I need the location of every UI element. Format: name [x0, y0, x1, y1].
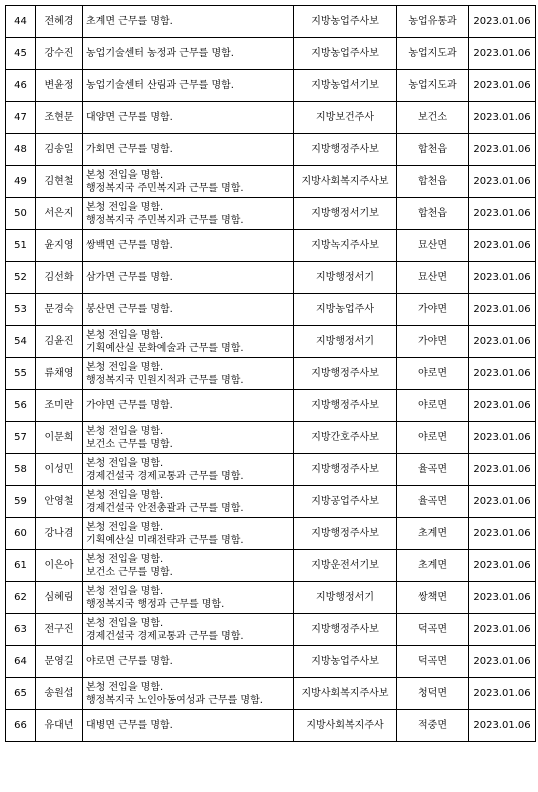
effective-date: 2023.01.06: [469, 390, 536, 422]
previous-department: 묘산면: [397, 230, 469, 262]
effective-date: 2023.01.06: [469, 550, 536, 582]
table-row: [6, 518, 536, 550]
effective-date: 2023.01.06: [469, 518, 536, 550]
description-line: 보건소 근무를 명함.: [86, 438, 173, 450]
table-row: [6, 6, 536, 38]
row-number: 52: [6, 262, 36, 294]
table-row: [6, 646, 536, 678]
appointment-description: [83, 710, 294, 742]
previous-department: 합천읍: [397, 134, 469, 166]
table-row: [6, 582, 536, 614]
previous-department: 초계면: [397, 518, 469, 550]
row-number: 64: [6, 646, 36, 678]
employee-name: 유대년: [36, 710, 83, 742]
employee-name: 김송일: [36, 134, 83, 166]
previous-department: 농업지도과: [397, 70, 469, 102]
description-line: 본청 전입을 명함.: [86, 201, 164, 213]
appointment-description: [83, 102, 294, 134]
table-row: [6, 358, 536, 390]
effective-date: 2023.01.06: [469, 582, 536, 614]
previous-department: 덕곡면: [397, 646, 469, 678]
description-line: 본청 전입을 명함.: [86, 457, 164, 469]
table-row: [6, 262, 536, 294]
job-grade: 지방간호주사보: [294, 422, 397, 454]
effective-date: 2023.01.06: [469, 710, 536, 742]
previous-department: 야로면: [397, 358, 469, 390]
row-number: 50: [6, 198, 36, 230]
employee-name: 김현철: [36, 166, 83, 198]
description-line: 대병면 근무를 명함.: [86, 720, 173, 731]
description-line: 본청 전입을 명함.: [86, 425, 164, 437]
job-grade: 지방행정서기보: [294, 198, 397, 230]
description-line: 본청 전입을 명함.: [86, 329, 164, 341]
employee-name: 윤지영: [36, 230, 83, 262]
job-grade: 지방행정주사보: [294, 390, 397, 422]
description-line: 경제건설국 경제교통과 근무를 명함.: [86, 630, 244, 642]
table-row: [6, 326, 536, 358]
job-grade: 지방사회복지주사보: [294, 678, 397, 710]
appointment-description: [83, 230, 294, 262]
row-number: 55: [6, 358, 36, 390]
previous-department: 농업유통과: [397, 6, 469, 38]
previous-department: 야로면: [397, 390, 469, 422]
previous-department: 율곡면: [397, 454, 469, 486]
previous-department: 적중면: [397, 710, 469, 742]
row-number: 51: [6, 230, 36, 262]
table-row: [6, 198, 536, 230]
employee-name: 전혜경: [36, 6, 83, 38]
table-row: [6, 454, 536, 486]
job-grade: 지방행정주사보: [294, 134, 397, 166]
job-grade: 지방보건주사: [294, 102, 397, 134]
effective-date: 2023.01.06: [469, 678, 536, 710]
row-number: 58: [6, 454, 36, 486]
description-line: 경제건설국 경제교통과 근무를 명함.: [86, 470, 244, 482]
row-number: 65: [6, 678, 36, 710]
row-number: 56: [6, 390, 36, 422]
description-line: 본청 전입을 명함.: [86, 521, 164, 533]
description-line: 야로면 근무를 명함.: [86, 656, 173, 667]
employee-name: 류채영: [36, 358, 83, 390]
job-grade: 지방사회복지주사보: [294, 166, 397, 198]
effective-date: 2023.01.06: [469, 422, 536, 454]
appointment-description: [83, 550, 294, 582]
appointment-description: [83, 198, 294, 230]
appointment-description: [83, 326, 294, 358]
job-grade: 지방행정주사보: [294, 614, 397, 646]
employee-name: 강수진: [36, 38, 83, 70]
description-line: 가회면 근무를 명함.: [86, 144, 173, 155]
row-number: 61: [6, 550, 36, 582]
row-number: 47: [6, 102, 36, 134]
row-number: 54: [6, 326, 36, 358]
job-grade: 지방농업서기보: [294, 70, 397, 102]
employee-name: 전구진: [36, 614, 83, 646]
employee-name: 이은아: [36, 550, 83, 582]
job-grade: 지방행정서기: [294, 582, 397, 614]
description-line: 초계면 근무를 명함.: [86, 16, 173, 27]
effective-date: 2023.01.06: [469, 262, 536, 294]
table-row: [6, 614, 536, 646]
job-grade: 지방행정주사보: [294, 454, 397, 486]
table-row: [6, 102, 536, 134]
personnel-table-container: [5, 5, 536, 742]
description-line: 삼가면 근무를 명함.: [86, 272, 173, 283]
employee-name: 이문희: [36, 422, 83, 454]
effective-date: 2023.01.06: [469, 486, 536, 518]
job-grade: 지방사회복지주사: [294, 710, 397, 742]
appointment-description: [83, 166, 294, 198]
employee-name: 강나겸: [36, 518, 83, 550]
appointment-description: [83, 38, 294, 70]
description-line: 대양면 근무를 명함.: [86, 112, 173, 123]
effective-date: 2023.01.06: [469, 102, 536, 134]
effective-date: 2023.01.06: [469, 6, 536, 38]
table-row: [6, 166, 536, 198]
job-grade: 지방행정서기: [294, 326, 397, 358]
previous-department: 청덕면: [397, 678, 469, 710]
appointment-description: [83, 262, 294, 294]
description-line: 본청 전입을 명함.: [86, 681, 164, 693]
previous-department: 농업지도과: [397, 38, 469, 70]
previous-department: 초계면: [397, 550, 469, 582]
appointment-description: [83, 646, 294, 678]
table-body: [6, 6, 536, 742]
table-row: [6, 38, 536, 70]
previous-department: 율곡면: [397, 486, 469, 518]
job-grade: 지방농업주사보: [294, 646, 397, 678]
effective-date: 2023.01.06: [469, 198, 536, 230]
table-row: [6, 486, 536, 518]
description-line: 행정복지국 민원지적과 근무를 명함.: [86, 374, 244, 386]
appointment-description: [83, 294, 294, 326]
previous-department: 묘산면: [397, 262, 469, 294]
appointment-description: [83, 70, 294, 102]
table-row: [6, 678, 536, 710]
description-line: 행정복지국 주민복지과 근무를 명함.: [86, 214, 244, 226]
effective-date: 2023.01.06: [469, 454, 536, 486]
personnel-appointment-table: [5, 5, 536, 742]
appointment-description: [83, 358, 294, 390]
table-row: [6, 294, 536, 326]
previous-department: 보건소: [397, 102, 469, 134]
employee-name: 심혜림: [36, 582, 83, 614]
employee-name: 변윤정: [36, 70, 83, 102]
description-line: 농업기술센터 산림과 근무를 명함.: [86, 80, 234, 91]
table-row: [6, 230, 536, 262]
employee-name: 김선화: [36, 262, 83, 294]
effective-date: 2023.01.06: [469, 646, 536, 678]
description-line: 쌍백면 근무를 명함.: [86, 240, 173, 251]
description-line: 봉산면 근무를 명함.: [86, 304, 173, 315]
row-number: 63: [6, 614, 36, 646]
appointment-description: [83, 422, 294, 454]
employee-name: 송원섭: [36, 678, 83, 710]
employee-name: 조현문: [36, 102, 83, 134]
job-grade: 지방농업주사: [294, 294, 397, 326]
job-grade: 지방공업주사보: [294, 486, 397, 518]
description-line: 행정복지국 노인아동여성과 근무를 명함.: [86, 694, 263, 706]
appointment-description: [83, 454, 294, 486]
row-number: 66: [6, 710, 36, 742]
table-row: [6, 70, 536, 102]
description-line: 가야면 근무를 명함.: [86, 400, 173, 411]
row-number: 59: [6, 486, 36, 518]
row-number: 57: [6, 422, 36, 454]
effective-date: 2023.01.06: [469, 166, 536, 198]
description-line: 행정복지국 행정과 근무를 명함.: [86, 598, 225, 610]
effective-date: 2023.01.06: [469, 134, 536, 166]
description-line: 농업기술센터 농정과 근무를 명함.: [86, 48, 234, 59]
effective-date: 2023.01.06: [469, 614, 536, 646]
effective-date: 2023.01.06: [469, 38, 536, 70]
employee-name: 문경숙: [36, 294, 83, 326]
table-row: [6, 422, 536, 454]
previous-department: 가야면: [397, 326, 469, 358]
row-number: 53: [6, 294, 36, 326]
employee-name: 문영길: [36, 646, 83, 678]
table-row: [6, 390, 536, 422]
description-line: 행정복지국 주민복지과 근무를 명함.: [86, 182, 244, 194]
appointment-description: [83, 518, 294, 550]
description-line: 경제건설국 안전총괄과 근무를 명함.: [86, 502, 244, 514]
effective-date: 2023.01.06: [469, 326, 536, 358]
row-number: 60: [6, 518, 36, 550]
table-row: [6, 134, 536, 166]
row-number: 44: [6, 6, 36, 38]
previous-department: 합천읍: [397, 166, 469, 198]
appointment-description: [83, 6, 294, 38]
employee-name: 김윤진: [36, 326, 83, 358]
previous-department: 쌍책면: [397, 582, 469, 614]
row-number: 48: [6, 134, 36, 166]
table-row: [6, 550, 536, 582]
job-grade: 지방농업주사보: [294, 38, 397, 70]
job-grade: 지방녹지주사보: [294, 230, 397, 262]
row-number: 46: [6, 70, 36, 102]
description-line: 본청 전입을 명함.: [86, 553, 164, 565]
description-line: 본청 전입을 명함.: [86, 617, 164, 629]
appointment-description: [83, 582, 294, 614]
previous-department: 야로면: [397, 422, 469, 454]
description-line: 본청 전입을 명함.: [86, 489, 164, 501]
effective-date: 2023.01.06: [469, 358, 536, 390]
effective-date: 2023.01.06: [469, 230, 536, 262]
description-line: 본청 전입을 명함.: [86, 585, 164, 597]
row-number: 45: [6, 38, 36, 70]
effective-date: 2023.01.06: [469, 294, 536, 326]
employee-name: 이성민: [36, 454, 83, 486]
employee-name: 안영철: [36, 486, 83, 518]
description-line: 기획예산실 문화예술과 근무를 명함.: [86, 342, 244, 354]
description-line: 기획예산실 미래전략과 근무를 명함.: [86, 534, 244, 546]
job-grade: 지방행정주사보: [294, 518, 397, 550]
job-grade: 지방행정주사보: [294, 358, 397, 390]
description-line: 보건소 근무를 명함.: [86, 566, 173, 578]
employee-name: 서은지: [36, 198, 83, 230]
job-grade: 지방행정서기: [294, 262, 397, 294]
appointment-description: [83, 614, 294, 646]
appointment-description: [83, 678, 294, 710]
description-line: 본청 전입을 명함.: [86, 361, 164, 373]
effective-date: 2023.01.06: [469, 70, 536, 102]
appointment-description: [83, 390, 294, 422]
appointment-description: [83, 486, 294, 518]
description-line: 본청 전입을 명함.: [86, 169, 164, 181]
appointment-description: [83, 134, 294, 166]
previous-department: 덕곡면: [397, 614, 469, 646]
previous-department: 합천읍: [397, 198, 469, 230]
previous-department: 가야면: [397, 294, 469, 326]
row-number: 49: [6, 166, 36, 198]
employee-name: 조미란: [36, 390, 83, 422]
job-grade: 지방운전서기보: [294, 550, 397, 582]
job-grade: 지방농업주사보: [294, 6, 397, 38]
table-row: [6, 710, 536, 742]
row-number: 62: [6, 582, 36, 614]
